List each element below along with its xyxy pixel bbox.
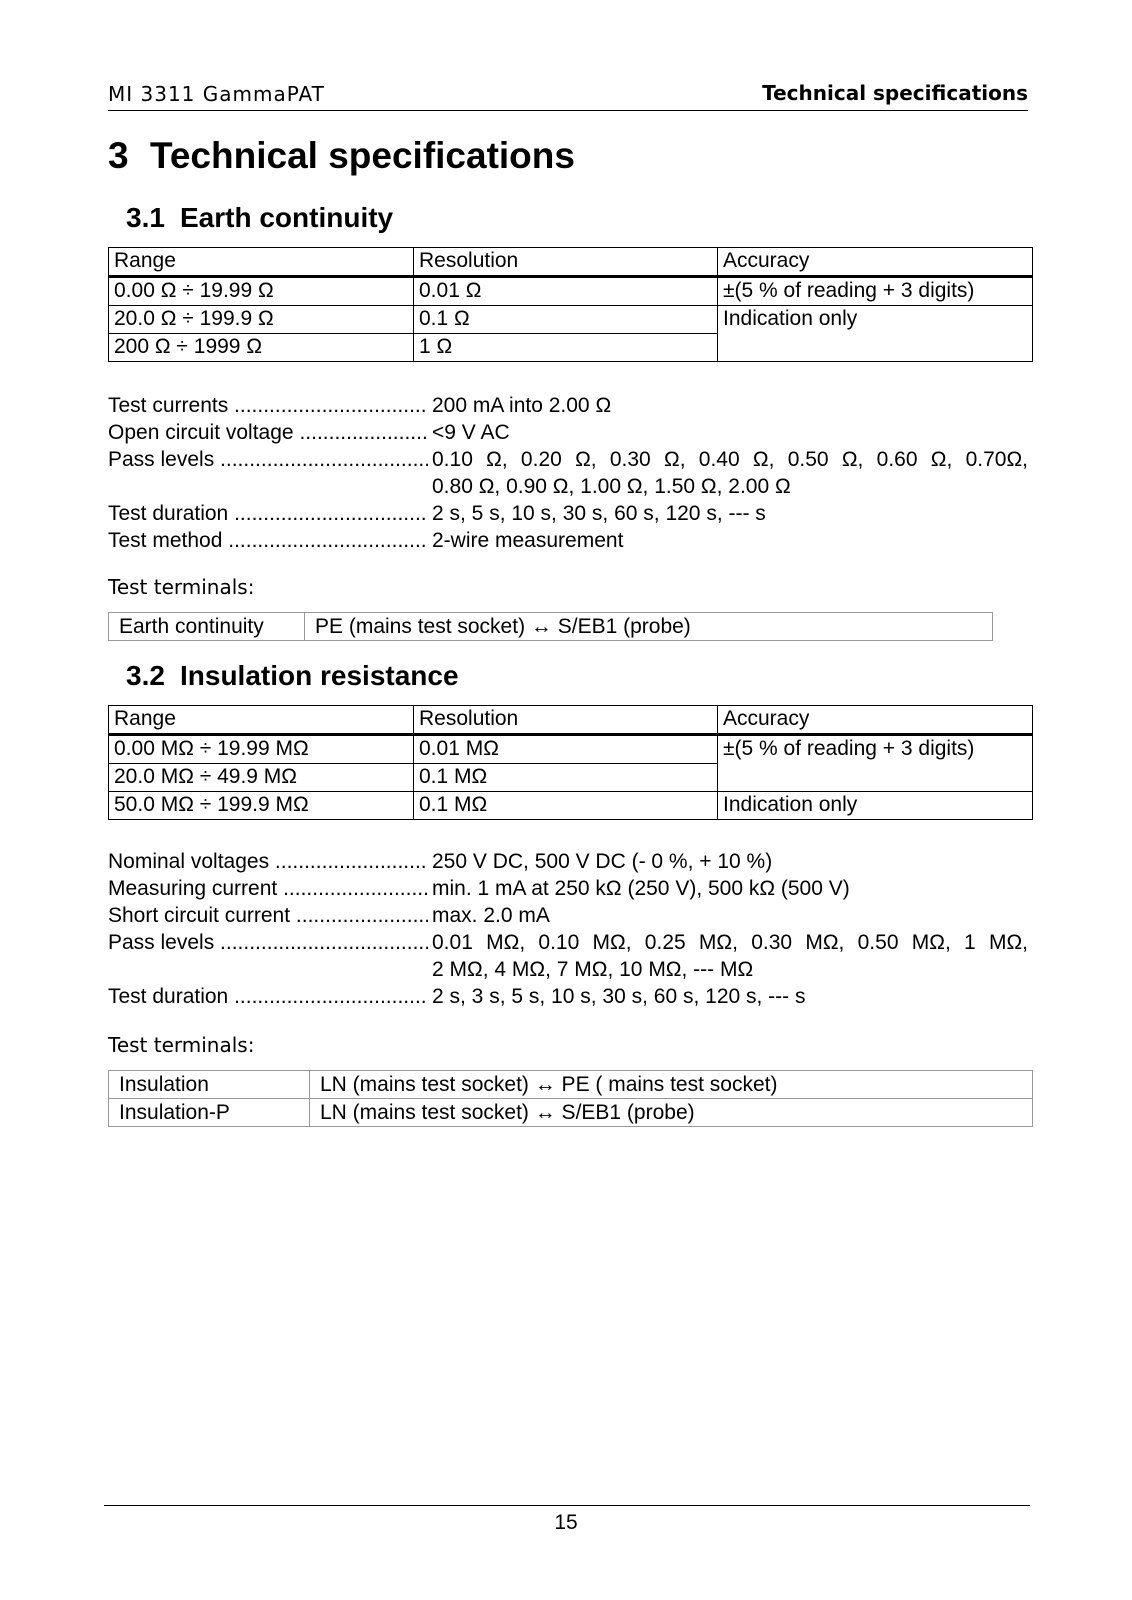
param-value — [432, 446, 1028, 500]
section-number: 3.1 — [126, 202, 165, 233]
param-row — [108, 527, 1028, 554]
param-label: Test method ..... — [108, 527, 428, 554]
param-row — [108, 446, 1028, 500]
range-cell: 200 Ω ÷ 1999 Ω — [109, 334, 414, 362]
header-section-title: Technical specifications — [762, 81, 1028, 105]
param-row — [108, 500, 1028, 527]
table-header-row — [109, 706, 1033, 735]
param-row — [108, 848, 1028, 875]
param-value: 2-wire measurement — [432, 529, 624, 552]
terminal-connection-cell: LN (mains test socket) ↔ PE ( mains test socket) — [310, 1071, 1033, 1099]
resolution-cell: 1 Ω — [414, 334, 718, 362]
param-label: Pass levels ..... — [108, 929, 428, 956]
param-value: 2 s, 5 s, 10 s, 30 s, 60 s, 120 s, --- s — [432, 502, 766, 525]
range-cell: 20.0 MΩ ÷ 49.9 MΩ — [109, 764, 414, 792]
earth-continuity-spec-table — [108, 247, 1033, 362]
table-row — [109, 792, 1033, 820]
terminal-connection-cell: LN (mains test socket) ↔ S/EB1 (probe) — [310, 1099, 1033, 1127]
param-row — [108, 983, 1028, 1010]
table-row — [109, 1071, 1033, 1099]
resolution-cell: 0.01 Ω — [414, 277, 718, 306]
param-label: Short circuit current ..... — [108, 902, 428, 929]
terminal-name-cell: Insulation-P — [109, 1099, 310, 1127]
chapter-heading — [108, 135, 575, 177]
param-label: Nominal voltages ..... — [108, 848, 428, 875]
insulation-terminals-table — [108, 1070, 1033, 1127]
param-label: Test duration ..... — [108, 500, 428, 527]
table-row — [109, 306, 1033, 334]
param-value: max. 2.0 mA — [432, 904, 550, 927]
param-value: 200 mA into 2.00 Ω — [432, 394, 612, 417]
range-cell: 0.00 MΩ ÷ 19.99 MΩ — [109, 735, 414, 764]
terminal-name-cell: Earth continuity — [109, 613, 305, 641]
chapter-number: 3 — [108, 135, 129, 176]
section-number: 3.2 — [126, 660, 165, 691]
accuracy-cell: Indication only — [718, 792, 1033, 820]
test-terminals-label: Test terminals: — [108, 575, 255, 599]
table-row — [109, 735, 1033, 764]
earth-continuity-terminals-table — [108, 612, 993, 641]
param-value: 250 V DC, 500 V DC (- 0 %, + 10 %) — [432, 850, 773, 873]
column-header-range: Range — [109, 706, 414, 735]
range-cell: 20.0 Ω ÷ 199.9 Ω — [109, 306, 414, 334]
table-row — [109, 277, 1033, 306]
accuracy-cell: ±(5 % of reading + 3 digits) — [718, 735, 1033, 792]
test-terminals-label: Test terminals: — [108, 1033, 255, 1057]
param-row — [108, 929, 1028, 983]
resolution-cell: 0.1 MΩ — [414, 764, 718, 792]
chapter-title: Technical specifications — [150, 135, 575, 176]
column-header-accuracy: Accuracy — [718, 706, 1033, 735]
range-cell: 0.00 Ω ÷ 19.99 Ω — [109, 277, 414, 306]
accuracy-cell: ±(5 % of reading + 3 digits) — [718, 277, 1033, 306]
param-value: min. 1 mA at 250 kΩ (250 V), 500 kΩ (500 V) — [432, 877, 850, 900]
table-row — [109, 1099, 1033, 1127]
running-header — [108, 80, 1028, 111]
resolution-cell: 0.1 MΩ — [414, 792, 718, 820]
section-heading-earth-continuity — [126, 202, 393, 234]
param-value: 2 s, 3 s, 5 s, 10 s, 30 s, 60 s, 120 s, --- s — [432, 985, 806, 1008]
param-row — [108, 875, 1028, 902]
earth-continuity-parameters — [108, 392, 1028, 554]
table-header-row — [109, 248, 1033, 277]
param-label: Open circuit voltage ..... — [108, 419, 428, 446]
terminal-connection-cell: PE (mains test socket) ↔ S/EB1 (probe) — [305, 613, 993, 641]
column-header-resolution: Resolution — [414, 248, 718, 277]
param-value-line: 0.10 Ω, 0.20 Ω, 0.30 Ω, 0.40 Ω, 0.50 Ω, 0.60 Ω, 0.70Ω, — [432, 448, 1028, 471]
insulation-resistance-spec-table — [108, 705, 1033, 820]
param-value-line: 2 MΩ, 4 MΩ, 7 MΩ, 10 MΩ, --- MΩ — [432, 958, 754, 981]
page-number: 15 — [554, 1511, 578, 1534]
column-header-resolution: Resolution — [414, 706, 718, 735]
param-value-line: 0.80 Ω, 0.90 Ω, 1.00 Ω, 1.50 Ω, 2.00 Ω — [432, 475, 791, 498]
resolution-cell: 0.01 MΩ — [414, 735, 718, 764]
param-label: Pass levels ..... — [108, 446, 428, 473]
param-label: Test currents ..... — [108, 392, 428, 419]
param-value-line: 0.01 MΩ, 0.10 MΩ, 0.25 MΩ, 0.30 MΩ, 0.50 MΩ, 1 MΩ, — [432, 931, 1028, 954]
section-heading-insulation-resistance — [126, 660, 459, 692]
param-value: <9 V AC — [432, 421, 510, 444]
header-product-name: MI 3311 GammaPAT — [108, 82, 325, 106]
param-row — [108, 902, 1028, 929]
param-value — [432, 929, 1028, 983]
insulation-resistance-parameters — [108, 848, 1028, 1010]
terminal-name-cell: Insulation — [109, 1071, 310, 1099]
footer-rule — [104, 1505, 1030, 1506]
range-cell: 50.0 MΩ ÷ 199.9 MΩ — [109, 792, 414, 820]
column-header-range: Range — [109, 248, 414, 277]
accuracy-cell: Indication only — [718, 306, 1033, 362]
column-header-accuracy: Accuracy — [718, 248, 1033, 277]
param-row — [108, 392, 1028, 419]
resolution-cell: 0.1 Ω — [414, 306, 718, 334]
section-title: Insulation resistance — [180, 660, 459, 691]
param-label: Measuring current ..... — [108, 875, 428, 902]
table-row — [109, 613, 993, 641]
param-label: Test duration ..... — [108, 983, 428, 1010]
section-title: Earth continuity — [180, 202, 394, 233]
param-row — [108, 419, 1028, 446]
